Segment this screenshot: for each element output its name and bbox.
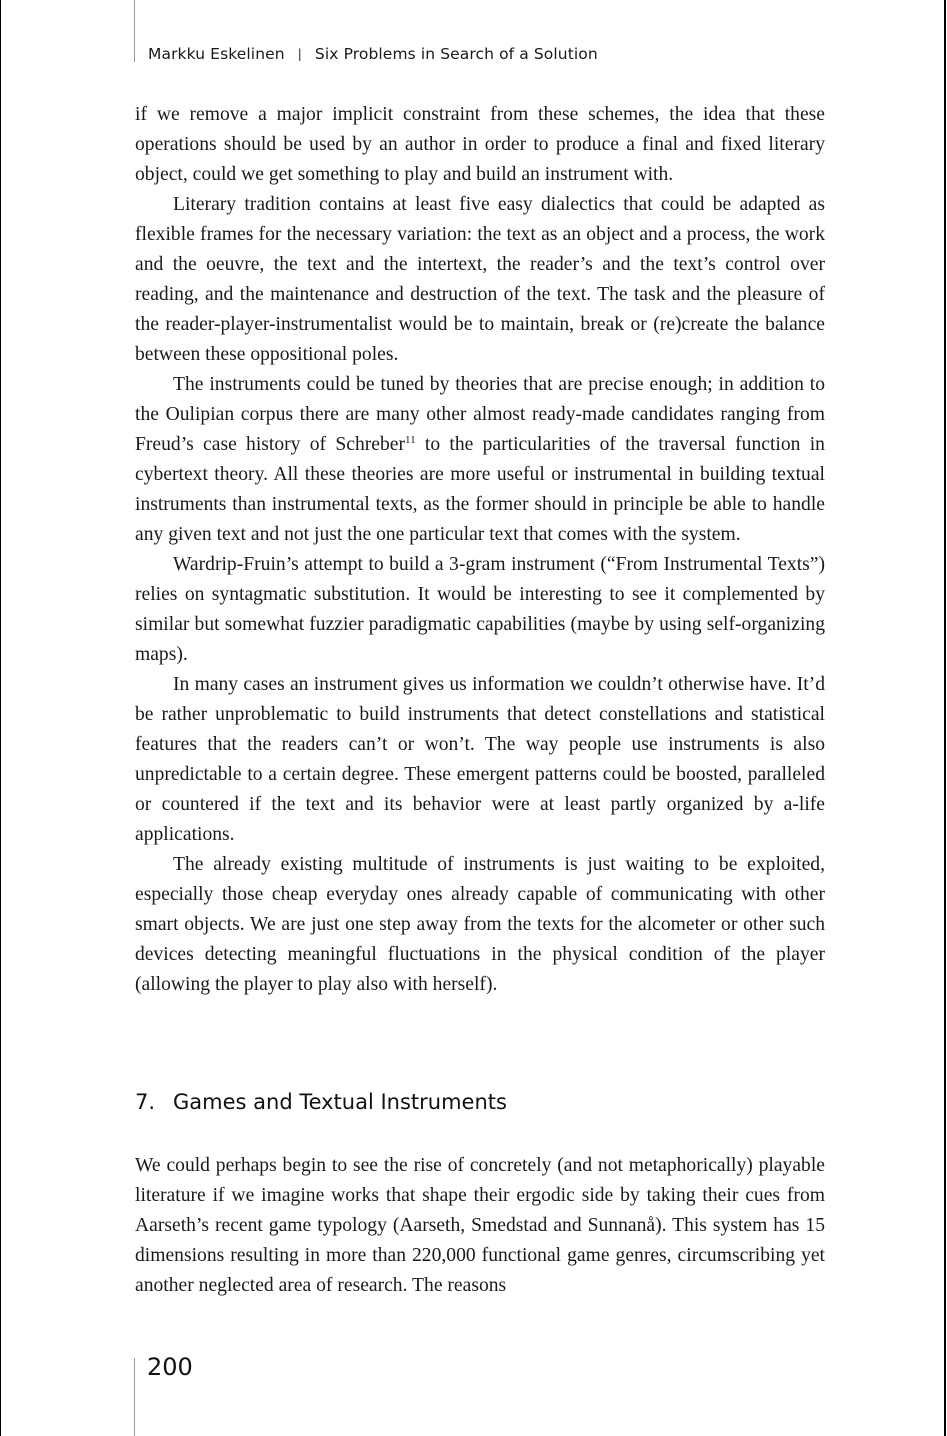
running-head-title: Six Problems in Search of a Solution — [314, 45, 598, 63]
paragraph-instrument-information: In many cases an instrument gives us information we couldn’t otherwise have. It’d be rather unproblematic to build instruments that detect constellations and statistical features that the readers can’t or won’t. The way people use instruments is also unpredictable to a certain degree. These emergent patterns could be boosted, paralleled or countered if the text and its behavior were at least partly organized by a-life applications. — [135, 674, 825, 845]
paragraph-existing-instruments: The already existing multitude of instruments is just waiting to be exploited, especially those cheap everyday ones already capable of communicating with other smart objects. We are just one step away from the texts for the alcometer or other such devices detecting meaningful fluctuations in the physical condition of the player (allowing the player to play also with herself). — [135, 854, 825, 995]
page-number: 200 — [147, 1353, 193, 1381]
body-text — [135, 100, 825, 1000]
header-rule — [134, 0, 135, 62]
section-number: 7. — [135, 1090, 156, 1114]
section-heading — [135, 1090, 507, 1114]
running-head — [148, 45, 598, 63]
section-body-text — [135, 1151, 825, 1301]
page-frame-right-edge — [944, 0, 946, 1436]
paragraph-playable-literature: We could perhaps begin to see the rise of concretely (and not metaphorically) playable literature if we imagine works that shape their ergodic side by taking their cues from Aarseth’s recent game typology (Aarseth, Smedstad and Sunnanå). This system has 15 dimensions resulting in more than 220,000 functional game genres, circumscribing yet another neglected area of research. The reasons — [135, 1155, 825, 1296]
page-frame-left-edge — [0, 0, 1, 1436]
paragraph-dialectics: Literary tradition contains at least five easy dialectics that could be adapted as flexible frames for the necessary variation: the text as an object and a process, the work and the oeuvre, the text and the intertext, the reader’s and the text’s control over reading, and the maintenance and destruction of the text. The task and the pleasure of the reader-player-instrumentalist would be to maintain, break or (re)create the balance between these oppositional poles. — [135, 194, 825, 365]
running-head-separator: | — [297, 47, 302, 61]
footnote-reference[interactable]: 11 — [405, 434, 416, 446]
paragraph-continuation: if we remove a major implicit constraint from these schemes, the idea that these operations should be used by an author in order to produce a final and fixed literary object, could we get something to play and build an instrument with. — [135, 104, 825, 185]
paragraph-instruments-tuned — [135, 370, 825, 550]
running-head-author: Markku Eskelinen — [148, 45, 285, 63]
footer-rule — [134, 1358, 135, 1436]
paragraph-wardrip-fruin: Wardrip-Fruin’s attempt to build a 3-gram instrument (“From Instrumental Texts”) relies on syntagmatic substitution. It would be interesting to see it complemented by similar but somewhat fuzzier paradigmatic capabilities (maybe by using self-organizing maps). — [135, 554, 825, 665]
paragraph-text: The instruments could be tuned by theories that are precise enough; in addition to the Oulipian corpus there are many other almost ready-made candidates ranging from Freud’s case history of Schreber — [135, 374, 825, 455]
paragraph-text: to the particularities of the traversal function in cybertext theory. All these theories are more useful or instrumental in building textual instruments than instrumental texts, as the former should in principle be able to handle any given text and not just the one particular text that comes with the system. — [135, 434, 825, 545]
section-title: Games and Textual Instruments — [173, 1090, 507, 1114]
